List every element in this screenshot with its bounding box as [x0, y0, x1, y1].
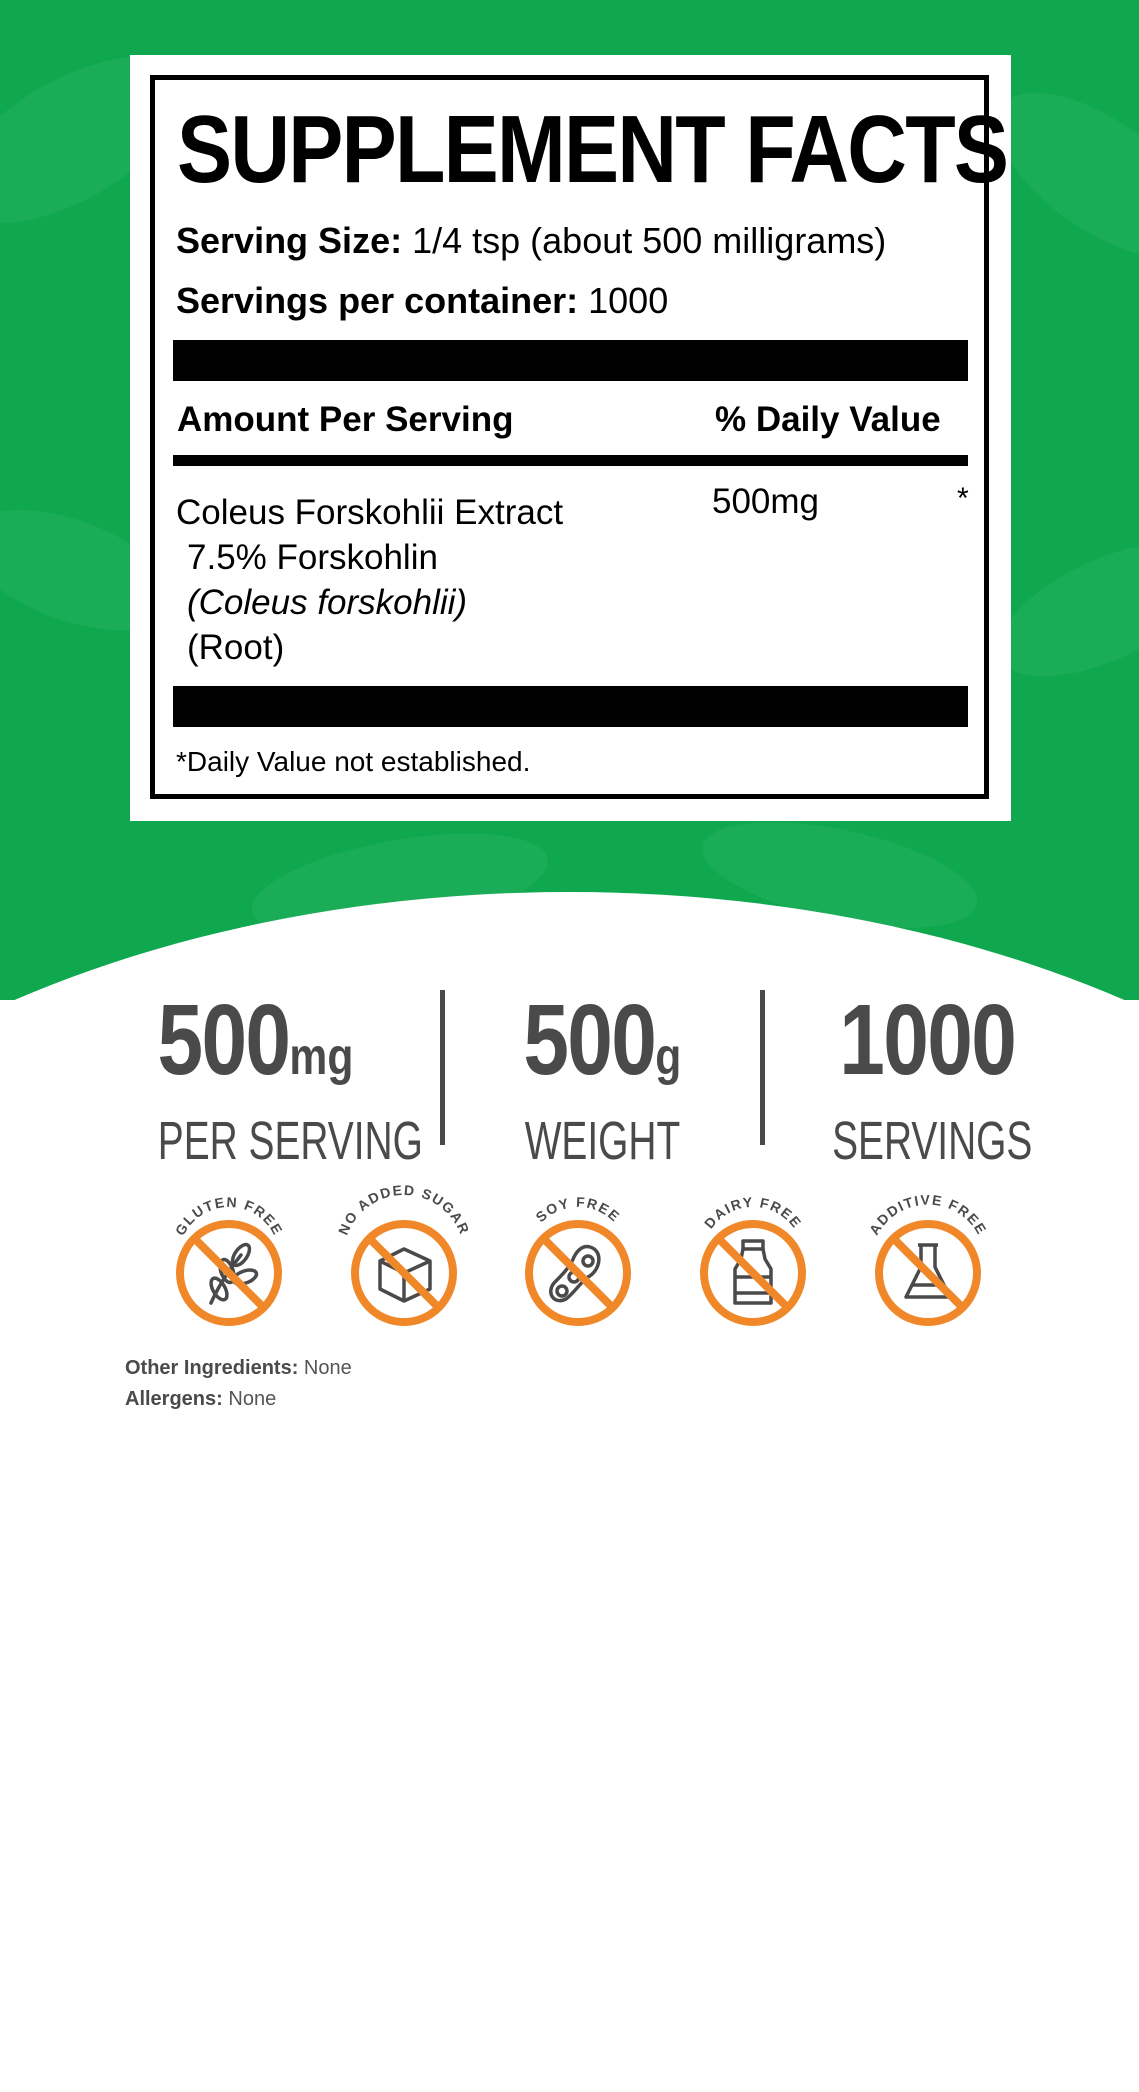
allergens-value: None [228, 1388, 277, 1410]
ingredient-latin-name: (Coleus forskohlii) [187, 583, 468, 622]
stat-caption: PER SERVING [157, 1111, 423, 1171]
stat-number: 500 [523, 984, 656, 1096]
thick-divider-top [173, 340, 968, 381]
stat-per-serving [120, 984, 423, 1171]
stat-number: 500 [157, 984, 289, 1096]
thick-divider-bottom [173, 686, 968, 727]
ingredient-amount: 500mg [712, 482, 820, 521]
other-ingredients-line [125, 1357, 352, 1380]
additive-free-badge [858, 1185, 998, 1335]
servings-per-container-label: Servings per container: [176, 280, 579, 321]
other-ingredients-value: None [303, 1357, 352, 1379]
ingredient-daily-value: * [957, 482, 969, 515]
medium-divider [173, 455, 968, 466]
servings-per-container-value: 1000 [588, 280, 669, 321]
badge-label: ADDITIVE FREE [865, 1191, 991, 1238]
serving-size-label: Serving Size: [176, 220, 403, 261]
stat-divider [440, 990, 445, 1145]
supplement-facts-title: SUPPLEMENT FACTS [177, 96, 1008, 203]
stat-number: 1000 [839, 984, 1016, 1096]
dairy-free-badge [683, 1185, 823, 1335]
ingredient-standardization: 7.5% Forskohlin [187, 538, 438, 577]
amount-per-serving-header: Amount Per Serving [177, 400, 514, 439]
soy-free-badge [508, 1185, 648, 1335]
stat-caption: WEIGHT [524, 1111, 681, 1171]
stat-unit: g [655, 1028, 682, 1086]
supplement-facts-panel [150, 75, 1008, 799]
allergens-line [125, 1388, 276, 1411]
stat-divider [760, 990, 765, 1145]
allergens-label: Allergens: [125, 1388, 223, 1410]
stat-unit: mg [288, 1028, 353, 1086]
stat-weight [475, 984, 730, 1171]
supplement-facts-card [130, 55, 1011, 821]
badge-label: GLUTEN FREE [171, 1193, 287, 1239]
servings-per-container-line [176, 280, 668, 322]
no-added-sugar-badge [334, 1181, 474, 1335]
other-ingredients-label: Other Ingredients: [125, 1357, 299, 1379]
serving-size-value: 1/4 tsp (about 500 milligrams) [412, 220, 887, 261]
stat-servings [795, 984, 1060, 1171]
stat-caption: SERVINGS [832, 1111, 1033, 1171]
badge-label: SOY FREE [532, 1193, 624, 1226]
daily-value-footnote: *Daily Value not established. [176, 746, 531, 777]
ingredient-name [176, 490, 563, 670]
serving-size-line [176, 220, 886, 262]
daily-value-header: % Daily Value [715, 400, 941, 439]
ingredient-title: Coleus Forskohlii Extract [176, 493, 564, 532]
svg-text:NO ADDED SUGAR [335, 1182, 473, 1237]
ingredient-plant-part: (Root) [187, 628, 285, 667]
svg-text:ADDITIVE FREE [866, 1191, 991, 1237]
badge-label: NO ADDED SUGAR [334, 1181, 474, 1238]
svg-text:GLUTEN FREE [172, 1194, 287, 1238]
gluten-free-badge [159, 1185, 299, 1335]
badge-label: DAIRY FREE [700, 1193, 806, 1232]
